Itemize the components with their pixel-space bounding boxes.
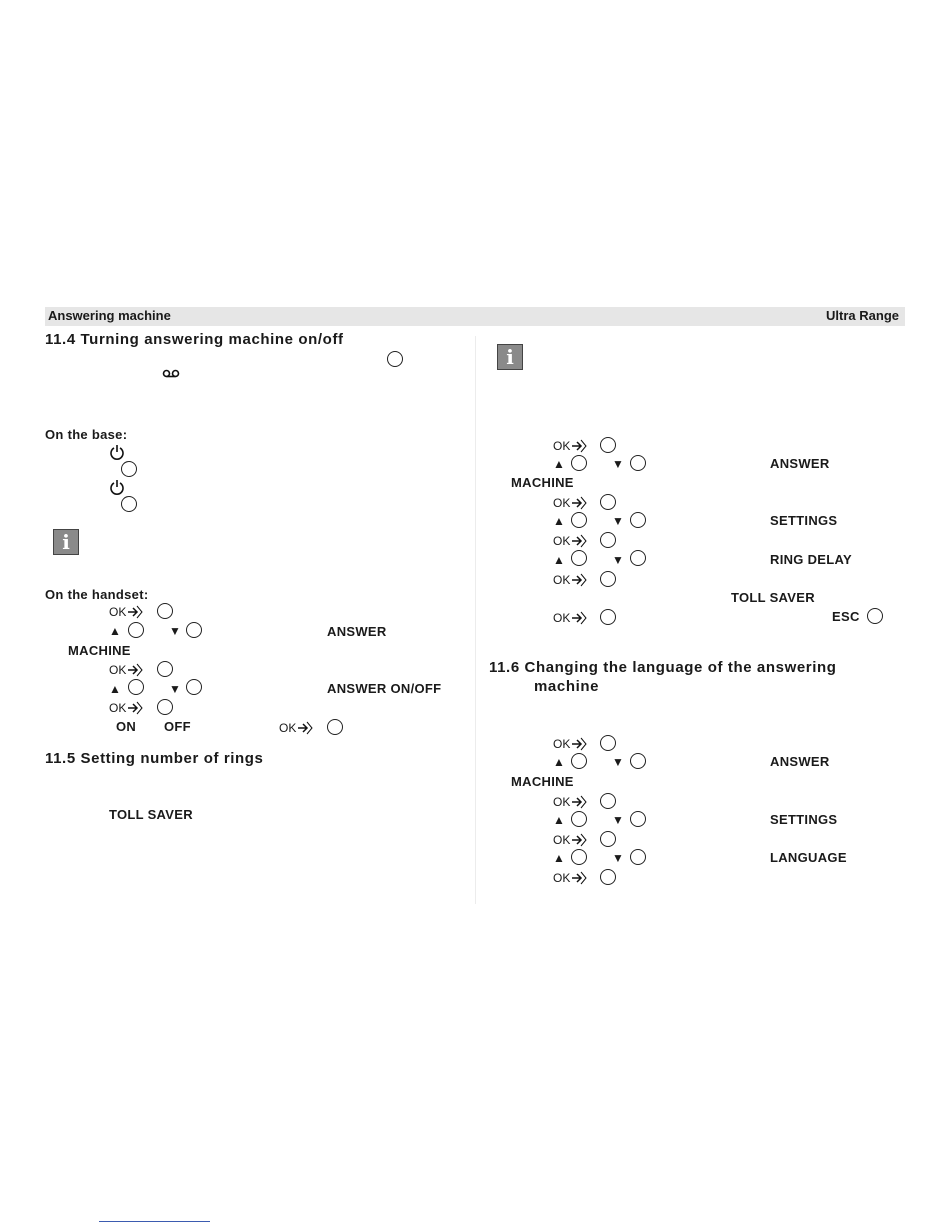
key-circle [157, 603, 173, 619]
header-section-title: Answering machine [48, 308, 171, 323]
ok-key-icon: OK [553, 496, 587, 510]
toll-saver-label: TOLL SAVER [109, 807, 193, 822]
key-circle [121, 496, 137, 512]
key-circle [867, 608, 883, 624]
menu-settings: SETTINGS [770, 513, 838, 528]
ok-key-icon: OK [109, 663, 143, 677]
on-the-handset-label: On the handset: [45, 587, 149, 602]
section-11-6-title: 11.6 Changing the language of the answering [489, 659, 837, 676]
header-product-name: Ultra Range [826, 308, 899, 323]
key-circle [600, 735, 616, 751]
ok-key-icon: OK [553, 611, 587, 625]
down-arrow-icon: ▼ [612, 553, 624, 567]
section-11-6-title-line2: machine [534, 678, 600, 695]
up-arrow-icon: ▲ [553, 813, 565, 827]
footer-rule [99, 1221, 210, 1222]
key-circle [600, 437, 616, 453]
ok-key-icon: OK [553, 737, 587, 751]
key-circle [157, 661, 173, 677]
key-circle [128, 679, 144, 695]
ok-key-icon: OK [553, 833, 587, 847]
toll-saver-label: TOLL SAVER [731, 590, 815, 605]
page-header [45, 307, 905, 326]
key-circle [121, 461, 137, 477]
option-off: OFF [164, 719, 191, 734]
down-arrow-icon: ▼ [612, 457, 624, 471]
section-11-4-title: 11.4 Turning answering machine on/off [45, 331, 344, 348]
key-circle [600, 793, 616, 809]
key-circle [157, 699, 173, 715]
key-circle [600, 571, 616, 587]
answering-machine-icon [162, 369, 180, 379]
menu-answer: ANSWER [327, 624, 387, 639]
key-circle [630, 811, 646, 827]
down-arrow-icon: ▼ [612, 755, 624, 769]
up-arrow-icon: ▲ [553, 457, 565, 471]
down-arrow-icon: ▼ [612, 851, 624, 865]
down-arrow-icon: ▼ [612, 514, 624, 528]
key-circle [630, 512, 646, 528]
up-arrow-icon: ▲ [553, 514, 565, 528]
option-on: ON [116, 719, 137, 734]
key-circle [600, 532, 616, 548]
menu-answer: ANSWER [770, 754, 830, 769]
menu-machine: MACHINE [68, 643, 131, 658]
key-circle [600, 494, 616, 510]
key-circle [128, 622, 144, 638]
up-arrow-icon: ▲ [553, 851, 565, 865]
menu-machine: MACHINE [511, 774, 574, 789]
ok-key-icon: OK [109, 701, 143, 715]
menu-language: LANGUAGE [770, 850, 847, 865]
key-circle [571, 753, 587, 769]
key-circle [571, 455, 587, 471]
esc-label: ESC [832, 609, 860, 624]
key-circle [387, 351, 403, 367]
power-icon [109, 479, 125, 495]
info-icon: i [53, 529, 79, 555]
key-circle [600, 831, 616, 847]
key-circle [571, 512, 587, 528]
key-circle [630, 753, 646, 769]
key-circle [571, 811, 587, 827]
up-arrow-icon: ▲ [553, 755, 565, 769]
key-circle [327, 719, 343, 735]
ok-key-icon: OK [279, 721, 313, 735]
ok-key-icon: OK [553, 439, 587, 453]
menu-answer: ANSWER [770, 456, 830, 471]
menu-settings: SETTINGS [770, 812, 838, 827]
ok-key-icon: OK [553, 573, 587, 587]
key-circle [571, 849, 587, 865]
column-divider [475, 336, 476, 904]
key-circle [630, 550, 646, 566]
key-circle [186, 679, 202, 695]
ok-key-icon: OK [553, 871, 587, 885]
up-arrow-icon: ▲ [109, 624, 121, 638]
power-icon [109, 444, 125, 460]
down-arrow-icon: ▼ [612, 813, 624, 827]
key-circle [600, 609, 616, 625]
key-circle [571, 550, 587, 566]
ok-key-icon: OK [553, 795, 587, 809]
menu-answer-on-off: ANSWER ON/OFF [327, 681, 442, 696]
menu-machine: MACHINE [511, 475, 574, 490]
info-icon: i [497, 344, 523, 370]
up-arrow-icon: ▲ [553, 553, 565, 567]
up-arrow-icon: ▲ [109, 682, 121, 696]
down-arrow-icon: ▼ [169, 682, 181, 696]
menu-ring-delay: RING DELAY [770, 552, 852, 567]
key-circle [630, 455, 646, 471]
key-circle [186, 622, 202, 638]
key-circle [630, 849, 646, 865]
ok-key-icon: OK [553, 534, 587, 548]
section-11-5-title: 11.5 Setting number of rings [45, 750, 264, 767]
ok-key-icon: OK [109, 605, 143, 619]
down-arrow-icon: ▼ [169, 624, 181, 638]
on-the-base-label: On the base: [45, 427, 128, 442]
key-circle [600, 869, 616, 885]
